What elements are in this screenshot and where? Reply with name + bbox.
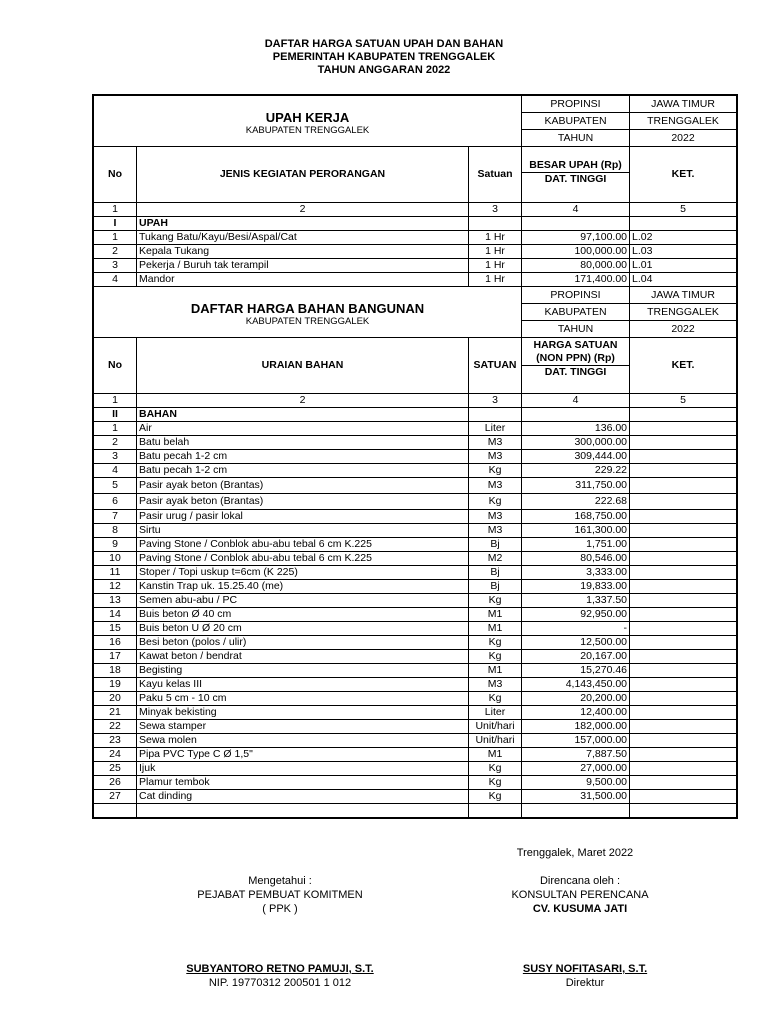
row-ket: L.03 [630, 245, 737, 259]
upah_section-index-row [94, 203, 737, 217]
row-no: 18 [94, 664, 137, 678]
bahan_section-title-cell [94, 287, 522, 338]
table-row [94, 231, 737, 245]
row-description: Paving Stone / Conblok abu-abu tebal 6 cm K.225 [137, 538, 469, 552]
empty-cell [94, 804, 137, 818]
table-row [94, 450, 737, 464]
row-description: Begisting [137, 664, 469, 678]
row-description: Kayu kelas III [137, 678, 469, 692]
row-no: 3 [94, 450, 137, 464]
row-ket [630, 790, 737, 804]
table-row [94, 636, 737, 650]
row-unit: Unit/hari [469, 734, 522, 748]
table-row [94, 422, 737, 436]
table-row [94, 776, 737, 790]
row-unit: M1 [469, 622, 522, 636]
row-no: 1 [94, 231, 137, 245]
row-description: Kanstin Trap uk. 15.25.40 (me) [137, 580, 469, 594]
row-ket [630, 776, 737, 790]
column-index: 4 [522, 394, 630, 408]
row-ket [630, 720, 737, 734]
kabupaten-label: KABUPATEN [522, 113, 630, 130]
approver-name: SUBYANTORO RETNO PAMUJI, S.T. [186, 963, 374, 975]
row-price: 171,400.00 [522, 273, 630, 287]
row-description: Buis beton U Ø 20 cm [137, 622, 469, 636]
empty-cell [469, 217, 522, 231]
row-ket [630, 566, 737, 580]
column-index: 3 [469, 394, 522, 408]
empty-cell [469, 804, 522, 818]
bahan_section-column-header [94, 338, 737, 366]
empty-cell [469, 408, 522, 422]
row-ket [630, 594, 737, 608]
row-description: Minyak bekisting [137, 706, 469, 720]
tahun-label: TAHUN [522, 130, 630, 147]
table-row [94, 622, 737, 636]
row-price: 3,333.00 [522, 566, 630, 580]
row-price: 300,000.00 [522, 436, 630, 450]
row-no: 25 [94, 762, 137, 776]
table-row [94, 245, 737, 259]
row-unit: 1 Hr [469, 259, 522, 273]
row-unit: Kg [469, 464, 522, 478]
upah_section-title-cell [94, 96, 522, 147]
row-ket [630, 678, 737, 692]
table-row [94, 436, 737, 450]
row-price: 136.00 [522, 422, 630, 436]
row-ket [630, 436, 737, 450]
col-description: JENIS KEGIATAN PERORANGAN [137, 147, 469, 203]
table-row [94, 524, 737, 538]
row-description: Pipa PVC Type C Ø 1,5" [137, 748, 469, 762]
row-no: 7 [94, 510, 137, 524]
row-price: 309,444.00 [522, 450, 630, 464]
table-row [94, 580, 737, 594]
row-description: Air [137, 422, 469, 436]
row-unit: Kg [469, 692, 522, 706]
empty-cell [630, 217, 737, 231]
row-price: 4,143,450.00 [522, 678, 630, 692]
row-description: Sewa stamper [137, 720, 469, 734]
row-no: 21 [94, 706, 137, 720]
row-unit: 1 Hr [469, 245, 522, 259]
row-unit: M3 [469, 524, 522, 538]
propinsi-label: PROPINSI [522, 287, 630, 304]
row-price: 31,500.00 [522, 790, 630, 804]
row-description: Sewa molen [137, 734, 469, 748]
row-price: 12,500.00 [522, 636, 630, 650]
table-row [94, 734, 737, 748]
row-no: 1 [94, 422, 137, 436]
row-description: Sirtu [137, 524, 469, 538]
table-row [94, 790, 737, 804]
row-ket [630, 706, 737, 720]
row-no: 24 [94, 748, 137, 762]
section-title: DAFTAR HARGA BAHAN BANGUNAN [190, 301, 425, 316]
table-row [94, 566, 737, 580]
price-table-body [94, 96, 737, 818]
row-no: 14 [94, 608, 137, 622]
row-unit: M1 [469, 664, 522, 678]
row-price: 9,500.00 [522, 776, 630, 790]
row-no: 9 [94, 538, 137, 552]
table-row [94, 748, 737, 762]
row-description: Ijuk [137, 762, 469, 776]
col-unit: Satuan [469, 147, 522, 203]
row-description: Kepala Tukang [137, 245, 469, 259]
col-price [522, 338, 630, 366]
planner-company: CV. KUSUMA JATI [532, 903, 628, 915]
row-no: 11 [94, 566, 137, 580]
row-unit: Bj [469, 580, 522, 594]
upah_section-header-row [94, 96, 737, 113]
row-no: 6 [94, 494, 137, 510]
row-no: 2 [94, 436, 137, 450]
row-description: Pasir ayak beton (Brantas) [137, 494, 469, 510]
table-row [94, 762, 737, 776]
row-price: 7,887.50 [522, 748, 630, 762]
row-unit: M3 [469, 450, 522, 464]
row-description: Batu pecah 1-2 cm [137, 450, 469, 464]
row-price: 1,751.00 [522, 538, 630, 552]
row-description: Batu pecah 1-2 cm [137, 464, 469, 478]
group-name: BAHAN [137, 408, 469, 422]
doc-title-line-2: PEMERINTAH KABUPATEN TRENGGALEK [272, 51, 496, 63]
row-ket [630, 636, 737, 650]
planner-role: Direktur [565, 977, 605, 989]
row-price: 20,167.00 [522, 650, 630, 664]
row-no: 4 [94, 273, 137, 287]
planner-signature [490, 962, 680, 990]
kabupaten-value: TRENGGALEK [630, 113, 737, 130]
row-price: 27,000.00 [522, 762, 630, 776]
row-no: 16 [94, 636, 137, 650]
row-unit: Bj [469, 538, 522, 552]
section-subtitle: KABUPATEN TRENGGALEK [245, 316, 370, 327]
bahan_section-index-row [94, 394, 737, 408]
row-unit: Kg [469, 776, 522, 790]
row-description: Pasir urug / pasir lokal [137, 510, 469, 524]
empty-row [94, 804, 737, 818]
group-number: II [94, 408, 137, 422]
row-price: 80,546.00 [522, 552, 630, 566]
empty-cell [630, 408, 737, 422]
table-row [94, 594, 737, 608]
row-no: 22 [94, 720, 137, 734]
row-ket [630, 734, 737, 748]
row-ket [630, 608, 737, 622]
row-no: 13 [94, 594, 137, 608]
row-price: 19,833.00 [522, 580, 630, 594]
row-ket [630, 692, 737, 706]
row-unit: Liter [469, 422, 522, 436]
planner-block [480, 874, 680, 916]
row-ket: L.04 [630, 273, 737, 287]
kabupaten-value: TRENGGALEK [630, 304, 737, 321]
tahun-value: 2022 [630, 130, 737, 147]
row-description: Pekerja / Buruh tak terampil [137, 259, 469, 273]
section-subtitle: KABUPATEN TRENGGALEK [245, 125, 370, 136]
table-row [94, 706, 737, 720]
propinsi-value: JAWA TIMUR [630, 96, 737, 113]
row-price: 157,000.00 [522, 734, 630, 748]
section-title: UPAH KERJA [265, 110, 350, 125]
row-unit: Kg [469, 790, 522, 804]
planner-label: Direncana oleh : [539, 875, 621, 887]
row-unit: M3 [469, 678, 522, 692]
column-index: 1 [94, 394, 137, 408]
row-no: 12 [94, 580, 137, 594]
row-price: 161,300.00 [522, 524, 630, 538]
col-ket: KET. [630, 338, 737, 394]
col-price-line-1: HARGA SATUAN [533, 338, 618, 351]
row-description: Buis beton Ø 40 cm [137, 608, 469, 622]
row-unit: Kg [469, 762, 522, 776]
row-price: - [522, 622, 630, 636]
row-no: 20 [94, 692, 137, 706]
row-ket [630, 524, 737, 538]
row-price: 1,337.50 [522, 594, 630, 608]
row-unit: 1 Hr [469, 273, 522, 287]
planner-name: SUSY NOFITASARI, S.T. [522, 963, 648, 975]
empty-cell [522, 217, 630, 231]
row-price: 92,950.00 [522, 608, 630, 622]
row-unit: M3 [469, 436, 522, 450]
bahan_section-header-row [94, 287, 737, 304]
row-price: 100,000.00 [522, 245, 630, 259]
row-unit: Kg [469, 594, 522, 608]
propinsi-label: PROPINSI [522, 96, 630, 113]
row-ket [630, 494, 737, 510]
row-ket [630, 622, 737, 636]
table-row [94, 494, 737, 510]
row-description: Pasir ayak beton (Brantas) [137, 478, 469, 494]
table-row [94, 273, 737, 287]
bahan_section-group-row [94, 408, 737, 422]
col-price-line-2: (NON PPN) (Rp) [536, 351, 615, 364]
approver-block [170, 874, 390, 916]
row-price: 20,200.00 [522, 692, 630, 706]
row-no: 19 [94, 678, 137, 692]
row-description: Batu belah [137, 436, 469, 450]
row-no: 27 [94, 790, 137, 804]
row-description: Cat dinding [137, 790, 469, 804]
kabupaten-label: KABUPATEN [522, 304, 630, 321]
row-price: 311,750.00 [522, 478, 630, 494]
row-description: Plamur tembok [137, 776, 469, 790]
row-no: 2 [94, 245, 137, 259]
col-no: No [94, 338, 137, 394]
row-description: Paku 5 cm - 10 cm [137, 692, 469, 706]
table-row [94, 650, 737, 664]
row-price: 15,270.46 [522, 664, 630, 678]
column-index: 2 [137, 394, 469, 408]
row-no: 5 [94, 478, 137, 494]
row-no: 15 [94, 622, 137, 636]
col-dat-tinggi: DAT. TINGGI [522, 173, 630, 203]
row-no: 3 [94, 259, 137, 273]
table-row [94, 259, 737, 273]
row-ket [630, 478, 737, 494]
row-no: 4 [94, 464, 137, 478]
table-row [94, 478, 737, 494]
row-ket [630, 762, 737, 776]
row-unit: Liter [469, 706, 522, 720]
col-dat-tinggi: DAT. TINGGI [522, 366, 630, 394]
approver-abbr: ( PPK ) [262, 903, 298, 915]
row-ket [630, 664, 737, 678]
doc-title-line-3: TAHUN ANGGARAN 2022 [317, 64, 451, 76]
row-ket: L.02 [630, 231, 737, 245]
row-price: 229.22 [522, 464, 630, 478]
column-index: 2 [137, 203, 469, 217]
row-unit: 1 Hr [469, 231, 522, 245]
doc-title-line-1: DAFTAR HARGA SATUAN UPAH DAN BAHAN [264, 38, 504, 50]
row-price: 168,750.00 [522, 510, 630, 524]
column-index: 1 [94, 203, 137, 217]
upah_section-column-header [94, 147, 737, 173]
row-price: 80,000.00 [522, 259, 630, 273]
row-description: Stoper / Topi uskup t=6cm (K 225) [137, 566, 469, 580]
group-number: I [94, 217, 137, 231]
row-ket [630, 552, 737, 566]
approver-signature [160, 962, 400, 990]
table-row [94, 552, 737, 566]
row-unit: Kg [469, 650, 522, 664]
column-index: 5 [630, 394, 737, 408]
col-ket: KET. [630, 147, 737, 203]
row-price: 182,000.00 [522, 720, 630, 734]
row-price: 12,400.00 [522, 706, 630, 720]
row-unit: Kg [469, 494, 522, 510]
col-no: No [94, 147, 137, 203]
tahun-value: 2022 [630, 321, 737, 338]
row-price: 222.68 [522, 494, 630, 510]
approver-position: PEJABAT PEMBUAT KOMITMEN [197, 889, 363, 901]
column-index: 5 [630, 203, 737, 217]
price-table [93, 95, 737, 818]
row-ket [630, 580, 737, 594]
row-description: Kawat beton / bendrat [137, 650, 469, 664]
row-unit: M1 [469, 608, 522, 622]
row-unit: Unit/hari [469, 720, 522, 734]
table-row [94, 608, 737, 622]
row-description: Paving Stone / Conblok abu-abu tebal 6 cm K.225 [137, 552, 469, 566]
row-unit: Bj [469, 566, 522, 580]
group-name: UPAH [137, 217, 469, 231]
row-unit: M3 [469, 478, 522, 494]
row-ket [630, 422, 737, 436]
row-no: 26 [94, 776, 137, 790]
empty-cell [137, 804, 469, 818]
row-unit: M1 [469, 748, 522, 762]
empty-cell [630, 804, 737, 818]
row-ket [630, 538, 737, 552]
approver-label: Mengetahui : [248, 875, 312, 887]
table-row [94, 664, 737, 678]
row-description: Tukang Batu/Kayu/Besi/Aspal/Cat [137, 231, 469, 245]
empty-cell [522, 804, 630, 818]
column-index: 4 [522, 203, 630, 217]
row-price: 97,100.00 [522, 231, 630, 245]
table-row [94, 538, 737, 552]
place-date: Trenggalek, Maret 2022 [516, 847, 634, 859]
col-price: BESAR UPAH (Rp) [522, 147, 630, 173]
col-description: URAIAN BAHAN [137, 338, 469, 394]
row-no: 10 [94, 552, 137, 566]
table-row [94, 720, 737, 734]
row-unit: M2 [469, 552, 522, 566]
upah_section-group-row [94, 217, 737, 231]
row-description: Mandor [137, 273, 469, 287]
tahun-label: TAHUN [522, 321, 630, 338]
row-no: 17 [94, 650, 137, 664]
row-ket [630, 510, 737, 524]
table-row [94, 510, 737, 524]
row-ket [630, 464, 737, 478]
row-no: 8 [94, 524, 137, 538]
propinsi-value: JAWA TIMUR [630, 287, 737, 304]
table-row [94, 678, 737, 692]
row-ket [630, 450, 737, 464]
row-description: Besi beton (polos / ulir) [137, 636, 469, 650]
row-no: 23 [94, 734, 137, 748]
approver-nip: NIP. 19770312 200501 1 012 [208, 977, 352, 989]
row-unit: Kg [469, 636, 522, 650]
planner-position: KONSULTAN PERENCANA [511, 889, 649, 901]
row-unit: M3 [469, 510, 522, 524]
row-ket [630, 650, 737, 664]
row-description: Semen abu-abu / PC [137, 594, 469, 608]
row-ket [630, 748, 737, 762]
table-row [94, 464, 737, 478]
col-unit: SATUAN [469, 338, 522, 394]
row-ket: L.01 [630, 259, 737, 273]
empty-cell [522, 408, 630, 422]
column-index: 3 [469, 203, 522, 217]
table-row [94, 692, 737, 706]
